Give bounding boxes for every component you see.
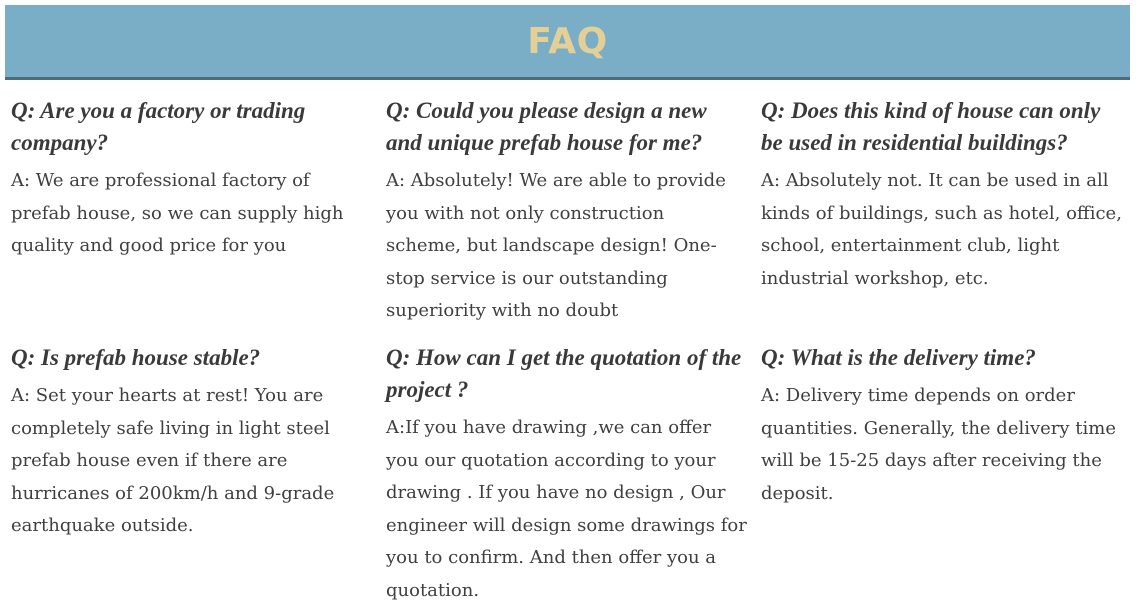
faq-question: Q: Does this kind of house can only be used in residential buildings? (761, 98, 1101, 155)
faq-answer: A: We are professional factory of prefab house, so we can supply high quality and good price for you (11, 170, 344, 256)
faq-item (386, 342, 748, 607)
faq-item (11, 95, 356, 263)
faq-question: Q: Is prefab house stable? (11, 345, 261, 370)
faq-item (761, 342, 1127, 510)
faq-answer: A: Absolutely! We are able to provide you with not only construction scheme, but landscape design! One-stop service is our outstanding superiority with no doubt (386, 170, 726, 321)
faq-answer: A:If you have drawing ,we can offer you our quotation according to your drawing . If you have no design , Our engineer will design some drawings for you to confirm. And then offer you a quotation. (386, 417, 747, 601)
faq-question: Q: What is the delivery time? (761, 345, 1036, 370)
faq-item (386, 95, 738, 328)
faq-header-banner (5, 5, 1130, 80)
faq-answer: A: Absolutely not. It can be used in all kinds of buildings, such as hotel, office, school, entertainment club, light industrial workshop, etc. (761, 170, 1122, 289)
faq-question: Q: Could you please design a new and unique prefab house for me? (386, 98, 707, 155)
page-title: FAQ (527, 20, 608, 62)
faq-question: Q: Are you a factory or trading company? (11, 98, 306, 155)
faq-answer: A: Set your hearts at rest! You are completely safe living in light steel prefab house even if there are hurricanes of 200km/h and 9-grade earthquake outside. (11, 385, 335, 536)
faq-item (761, 95, 1127, 295)
faq-answer: A: Delivery time depends on order quantities. Generally, the delivery time will be 15-25 days after receiving the deposit. (761, 385, 1117, 504)
faq-question: Q: How can I get the quotation of the project ? (386, 345, 742, 402)
faq-item (11, 342, 356, 543)
